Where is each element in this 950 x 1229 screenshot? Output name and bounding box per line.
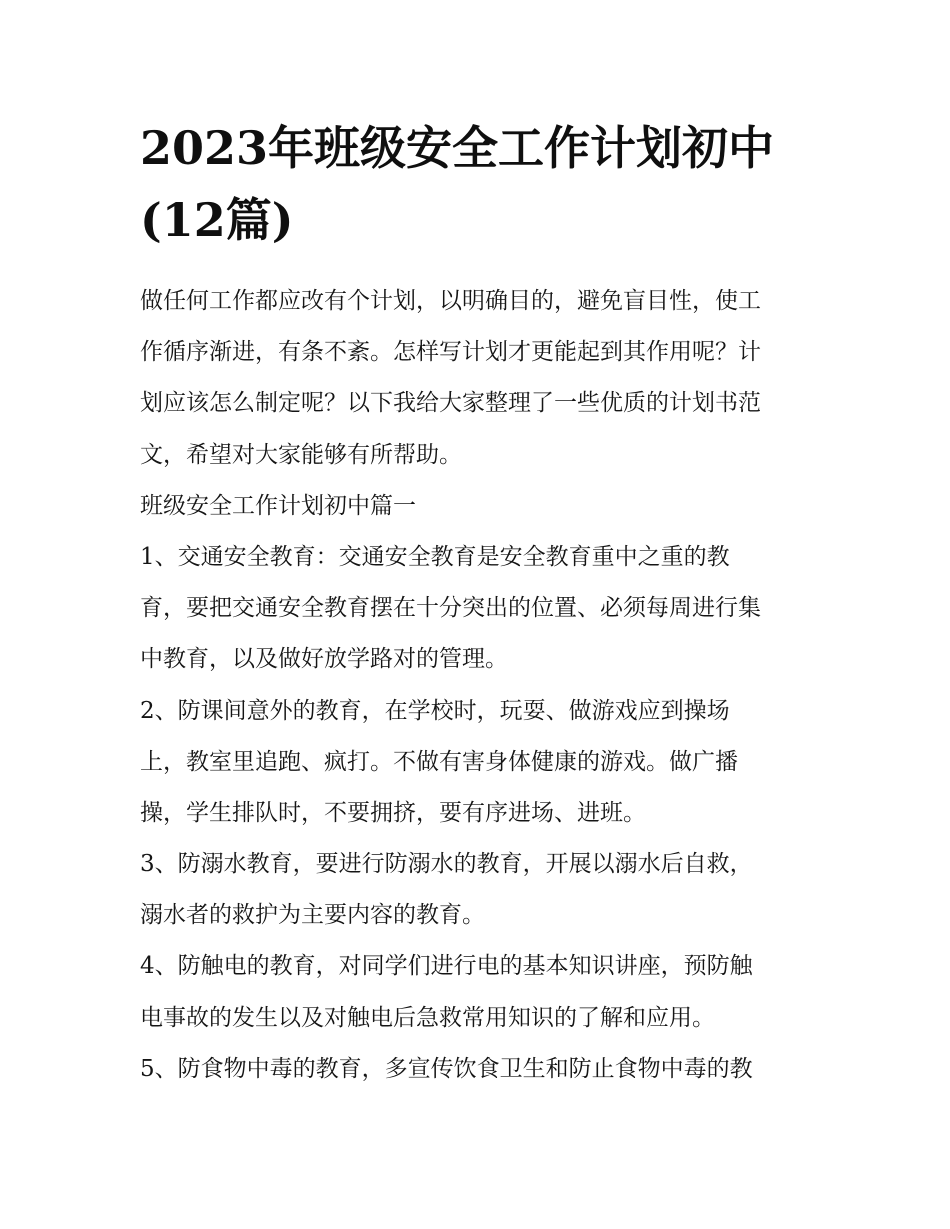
intro-line-1: 做任何工作都应改有个计划，以明确目的，避免盲目性，使工 [140,288,761,314]
item-3-line-1: 3、防溺水教育，要进行防溺水的教育，开展以溺水后自救， [140,851,753,878]
item-2-line-2: 上，教室里追跑、疯打。不做有害身体健康的游戏。做广播 [140,748,738,775]
section-heading: 班级安全工作计划初中篇一 [140,492,416,519]
item-2-line-1: 2、防课间意外的教育，在学校时，玩耍、做游戏应到操场 [140,697,730,724]
item-1-line-2: 育，要把交通安全教育摆在十分突出的位置、必须每周进行集 [140,595,761,622]
item-1-line-1: 1、交通安全教育：交通安全教育是安全教育重中之重的教 [140,543,730,570]
item-2-line-3: 操，学生排队时，不要拥挤，要有序进场、进班。 [140,799,646,826]
title-line-2: (12篇) [140,193,294,247]
intro-line-2: 作循序渐进，有条不紊。怎样写计划才更能起到其作用呢？计 [140,339,761,366]
intro-line-3: 划应该怎么制定呢？以下我给大家整理了一些优质的计划书范 [140,390,761,417]
item-1-line-3: 中教育，以及做好放学路对的管理。 [140,646,508,673]
item-4-line-2: 电事故的发生以及对触电后急救常用知识的了解和应用。 [140,1004,715,1031]
document-body [140,276,820,1095]
title-line-1: 2023年班级安全工作计划初中 [140,121,775,175]
item-4-line-1: 4、防触电的教育，对同学们进行电的基本知识讲座，预防触 [140,953,753,980]
page-title [140,112,820,256]
item-3-line-2: 溺水者的救护为主要内容的教育。 [140,902,485,929]
item-5-line-1: 5、防食物中毒的教育，多宣传饮食卫生和防止食物中毒的教 [140,1055,753,1082]
intro-line-4: 文，希望对大家能够有所帮助。 [140,441,462,468]
